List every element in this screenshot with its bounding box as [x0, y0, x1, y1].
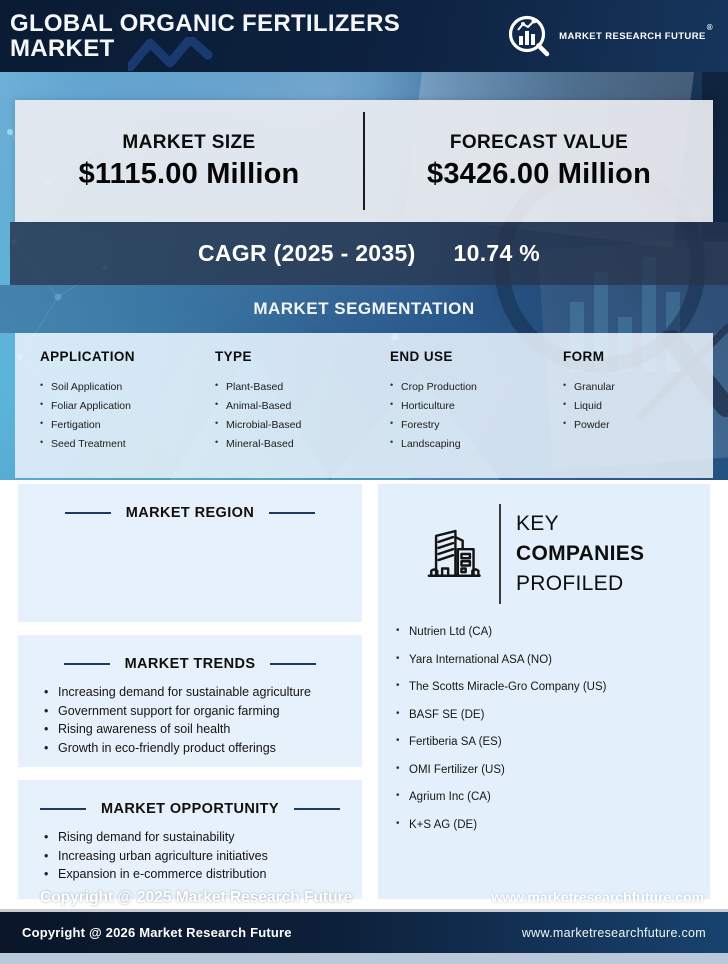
title-wrap	[10, 11, 400, 61]
forecast-value-label: FORECAST VALUE	[449, 131, 629, 153]
footer-website-link[interactable]: www.marketresearchfuture.com	[521, 925, 706, 940]
segmentation-header: FORM	[563, 349, 605, 364]
company-item: • Agrium Inc (CA)	[396, 791, 694, 803]
registered-mark: ®	[706, 22, 713, 32]
trend-item: • Rising awareness of soil health	[44, 722, 346, 736]
market-opportunity-title: MARKET OPPORTUNITY	[101, 801, 279, 817]
building-icon	[424, 525, 482, 583]
segmentation-item: • Forestry	[390, 419, 563, 431]
cagr-label: CAGR (2025 - 2035)	[197, 240, 416, 266]
cagr-value: 10.74 %	[453, 240, 541, 266]
segmentation-list	[215, 381, 390, 450]
segmentation-item: • Crop Production	[390, 381, 563, 393]
companies-list	[396, 626, 694, 846]
segmentation-column-application	[40, 349, 215, 478]
title-line-left	[64, 663, 110, 666]
segmentation-item: • Mineral-Based	[215, 438, 390, 450]
segmentation-title: MARKET SEGMENTATION	[253, 299, 475, 318]
sub-footer-strip	[0, 953, 728, 964]
segmentation-item: • Liquid	[563, 400, 707, 412]
market-trends-title-row	[34, 656, 346, 672]
market-trends-title: MARKET TRENDS	[124, 656, 256, 672]
company-item: • BASF SE (DE)	[396, 709, 694, 721]
company-item: • OMI Fertilizer (US)	[396, 764, 694, 776]
forecast-value-value: $3426.00 Million	[426, 157, 652, 190]
trend-item: • Government support for organic farming	[44, 704, 346, 718]
market-opportunity-list	[44, 830, 346, 881]
segmentation-column-type	[215, 349, 390, 478]
segmentation-item: • Powder	[563, 419, 707, 431]
mrf-logo-icon	[506, 13, 552, 59]
brand-name	[559, 22, 713, 42]
segmentation-column-enduse	[390, 349, 563, 478]
segmentation-item: • Horticulture	[390, 400, 563, 412]
segmentation-item: • Animal-Based	[215, 400, 390, 412]
segmentation-column-form	[563, 349, 707, 478]
key-companies-card	[378, 484, 710, 899]
forecast-value-block	[365, 132, 713, 191]
company-item: • Fertiberia SA (ES)	[396, 736, 694, 748]
opportunity-item: • Expansion in e-commerce distribution	[44, 867, 346, 881]
company-item: • Nutrien Ltd (CA)	[396, 626, 694, 638]
market-size-value: $1115.00 Million	[78, 157, 300, 190]
footer-copyright: Copyright @ 2026 Market Research Future	[22, 925, 292, 940]
left-column	[18, 484, 362, 899]
segmentation-list	[390, 381, 563, 450]
building-icon-box	[422, 523, 484, 585]
key-companies-title-line2: COMPANIES	[516, 542, 645, 565]
segmentation-item: • Soil Application	[40, 381, 215, 393]
segmentation-list	[563, 381, 707, 431]
page-title-line2: MARKET	[10, 35, 115, 62]
segmentation-item: • Seed Treatment	[40, 438, 215, 450]
footer	[0, 909, 728, 953]
market-region-card	[18, 484, 362, 622]
title-line-left	[40, 808, 86, 811]
trend-item: • Growth in eco-friendly product offerings	[44, 741, 346, 755]
chart-line-watermark-icon	[128, 37, 218, 71]
header	[0, 0, 728, 72]
key-companies-title-line1: KEY	[516, 512, 559, 535]
segmentation-item: • Plant-Based	[215, 381, 390, 393]
watermark-copyright: Copyright @ 2025 Market Research Future	[40, 889, 353, 906]
content-area	[0, 480, 728, 909]
segmentation-title-band	[0, 285, 728, 333]
segmentation-item: • Granular	[563, 381, 707, 393]
title-line-left	[65, 512, 111, 515]
segmentation-item: • Fertigation	[40, 419, 215, 431]
market-size-label: MARKET SIZE	[122, 131, 256, 153]
segmentation-header: TYPE	[215, 349, 252, 364]
watermark-website: www.marketresearchfuture.com	[491, 889, 704, 905]
brand-logo	[506, 13, 712, 59]
cagr-band	[10, 222, 728, 285]
company-item: • K+S AG (DE)	[396, 819, 694, 831]
trend-item: • Increasing demand for sustainable agriculture	[44, 685, 346, 699]
opportunity-item: • Rising demand for sustainability	[44, 830, 346, 844]
companies-header-divider	[499, 504, 501, 604]
key-companies-title	[516, 509, 644, 599]
title-line-right	[269, 512, 315, 515]
key-companies-header	[396, 498, 694, 604]
key-companies-title-line3: PROFILED	[516, 572, 624, 595]
segmentation-header: APPLICATION	[40, 349, 135, 364]
segmentation-panel	[15, 333, 713, 478]
segmentation-item: • Landscaping	[390, 438, 563, 450]
market-opportunity-card	[18, 780, 362, 899]
stats-panel	[15, 100, 713, 222]
company-item: • Yara International ASA (NO)	[396, 654, 694, 666]
market-opportunity-title-row	[34, 801, 346, 817]
segmentation-item: • Foliar Application	[40, 400, 215, 412]
market-trends-list	[44, 685, 346, 755]
market-region-title: MARKET REGION	[125, 505, 255, 521]
opportunity-item: • Increasing urban agriculture initiatives	[44, 849, 346, 863]
title-line-right	[294, 808, 340, 811]
hero-section	[0, 72, 728, 480]
company-item: • The Scotts Miracle-Gro Company (US)	[396, 681, 694, 693]
market-region-title-row	[34, 505, 346, 521]
title-line-right	[270, 663, 316, 666]
segmentation-item: • Microbial-Based	[215, 419, 390, 431]
page-title-line1: GLOBAL ORGANIC FERTILIZERS	[10, 10, 401, 37]
segmentation-list	[40, 381, 215, 450]
segmentation-header: END USE	[390, 349, 453, 364]
brand-name-text: MARKET RESEARCH FUTURE	[559, 30, 706, 42]
market-trends-card	[18, 635, 362, 767]
market-size-block	[15, 132, 363, 191]
